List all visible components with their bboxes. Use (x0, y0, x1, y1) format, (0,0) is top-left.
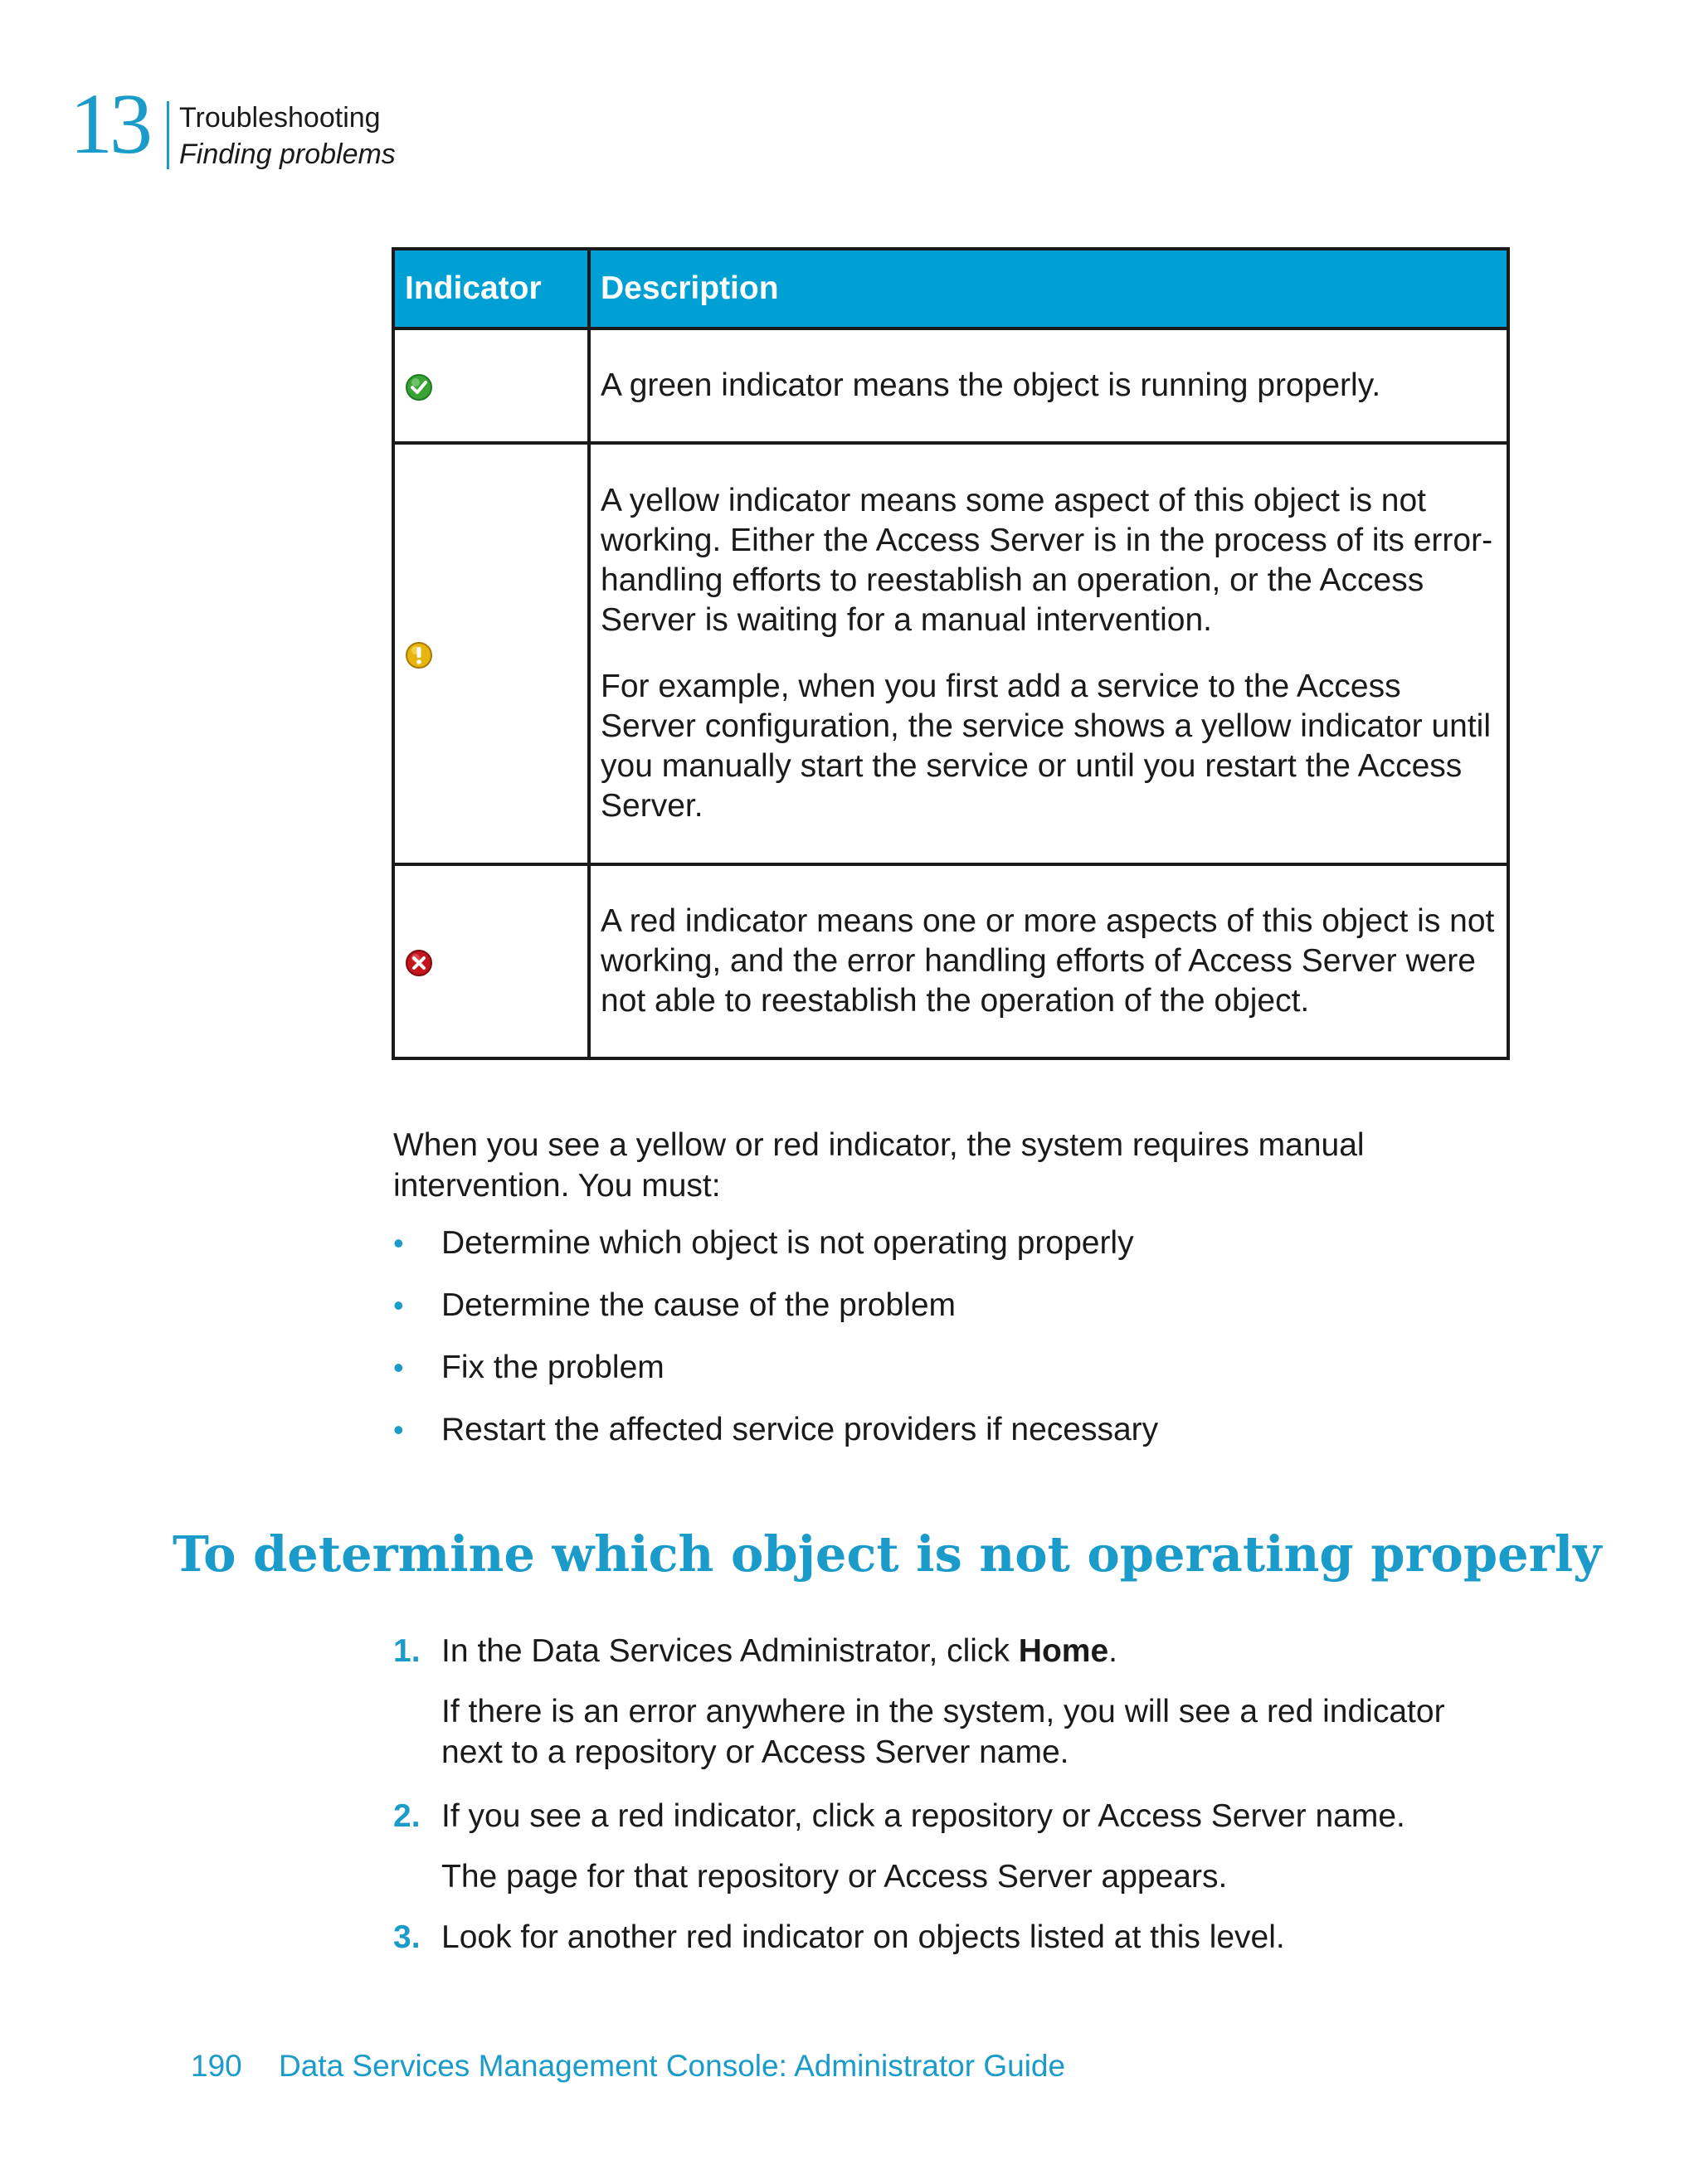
step-number: 3. (393, 1919, 421, 1955)
column-header-description: Description (589, 249, 1508, 328)
column-header-indicator: Indicator (393, 249, 589, 328)
indicator-cell (393, 328, 589, 443)
yellow-warning-icon (405, 641, 433, 669)
step-text (441, 1631, 1505, 1671)
section-title: Finding problems (179, 139, 396, 170)
indicator-cell (393, 443, 589, 864)
chapter-title: Troubleshooting (179, 102, 381, 134)
description-cell (589, 864, 1508, 1058)
list-item (393, 1347, 1158, 1388)
step-number: 1. (393, 1633, 421, 1669)
description-text: A red indicator means one or more aspects of this object is not working, and the error handling efforts of Access Server were not able to reestablish the operation of the object. (601, 903, 1495, 1019)
step-text: Look for another red indicator on objects listed at this level. (441, 1919, 1285, 1955)
step-item (393, 1796, 1505, 1897)
footer-page-number: 190 (191, 2049, 242, 2083)
step-item (393, 1917, 1505, 1958)
green-check-icon (405, 373, 433, 401)
step-bold-term: Home (1018, 1633, 1109, 1669)
list-item-text: Determine which object is not operating properly (441, 1225, 1134, 1261)
list-item (393, 1285, 1158, 1325)
bullet-list (393, 1223, 1158, 1471)
step-subtext: If there is an error anywhere in the system, you will see a red indicator next to a repository or Access Server name. (441, 1694, 1445, 1770)
description-example: For example, when you first add a service to the Access Server configuration, the service shows a yellow indicator until you manually start the service or until you restart the Access Server. (601, 669, 1492, 824)
description-text: A yellow indicator means some aspect of this object is not working. Either the Access Server is in the process of its error-handling efforts to reestablish an operation, or the Access Server is waiting for a manual intervention. (601, 483, 1493, 638)
bullet-icon: • (393, 1350, 404, 1384)
indicator-table (392, 247, 1510, 1060)
chapter-divider (167, 101, 169, 169)
description-cell (589, 328, 1508, 443)
steps-list (393, 1631, 1505, 1958)
description-cell (589, 443, 1508, 864)
bullet-icon: • (393, 1288, 404, 1322)
list-item-text: Restart the affected service providers if necessary (441, 1412, 1159, 1447)
indicator-cell (393, 864, 589, 1058)
list-item-text: Fix the problem (441, 1350, 665, 1385)
red-error-icon (405, 949, 433, 977)
step-text-before: In the Data Services Administrator, click (441, 1633, 1019, 1669)
table-row (393, 443, 1508, 864)
step-number: 2. (393, 1798, 421, 1834)
chapter-number: 13 (70, 76, 149, 172)
table-row (393, 328, 1508, 443)
table-header-row (393, 249, 1508, 328)
intro-paragraph: When you see a yellow or red indicator, the system requires manual intervention. You must: (393, 1127, 1365, 1204)
step-subtext: The page for that repository or Access Server appears. (441, 1859, 1228, 1895)
bullet-icon: • (393, 1226, 404, 1260)
list-item-text: Determine the cause of the problem (441, 1287, 957, 1323)
list-item (393, 1223, 1158, 1263)
step-text: If you see a red indicator, click a repository or Access Server name. (441, 1798, 1405, 1834)
step-item (393, 1631, 1505, 1773)
section-heading: To determine which object is not operating properly (173, 1525, 1602, 1583)
description-text: A green indicator means the object is running properly. (601, 367, 1381, 403)
footer-book-title: Data Services Management Console: Administrator Guide (279, 2049, 1066, 2083)
step-text-after: . (1108, 1633, 1117, 1669)
bullet-icon: • (393, 1413, 404, 1447)
table-row (393, 864, 1508, 1058)
list-item (393, 1409, 1158, 1450)
